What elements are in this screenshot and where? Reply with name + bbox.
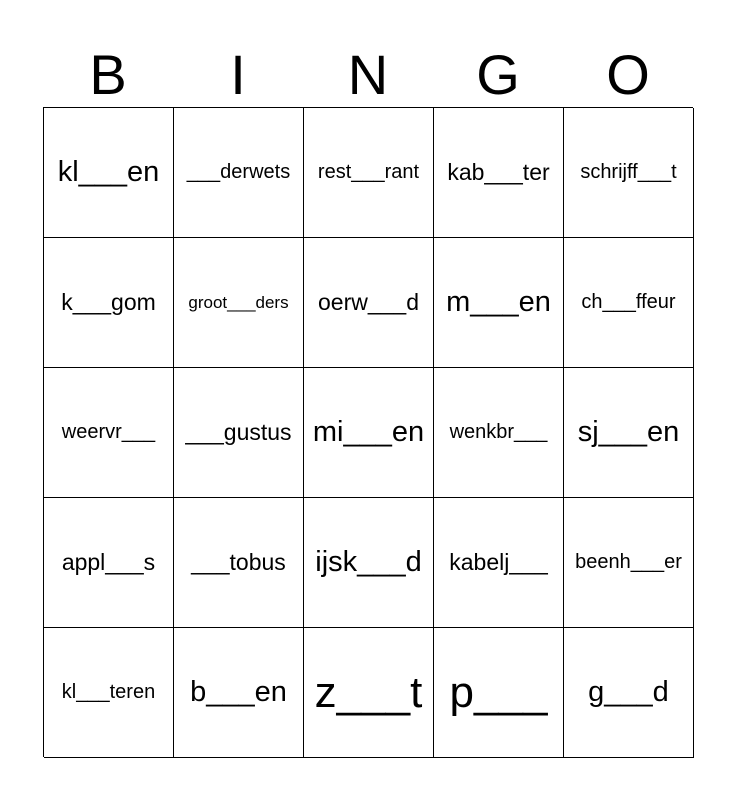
bingo-cell[interactable]: rest___rant — [304, 108, 434, 238]
bingo-cell[interactable]: ijsk___d — [304, 498, 434, 628]
bingo-cell[interactable]: g___d — [564, 628, 694, 758]
bingo-board — [43, 107, 693, 757]
bingo-cell[interactable]: ___tobus — [174, 498, 304, 628]
bingo-cell[interactable]: appl___s — [44, 498, 174, 628]
header-letter-i: I — [230, 43, 246, 106]
bingo-cell[interactable]: oerw___d — [304, 238, 434, 368]
bingo-cell[interactable]: p___ — [434, 628, 564, 758]
bingo-cell[interactable]: kab___ter — [434, 108, 564, 238]
header-letter-g: G — [476, 43, 520, 106]
bingo-cell[interactable]: beenh___er — [564, 498, 694, 628]
bingo-cell[interactable]: m___en — [434, 238, 564, 368]
bingo-cell[interactable]: kabelj___ — [434, 498, 564, 628]
bingo-cell[interactable]: z___t — [304, 628, 434, 758]
bingo-cell[interactable]: kl___teren — [44, 628, 174, 758]
bingo-cell[interactable]: schrijff___t — [564, 108, 694, 238]
bingo-cell[interactable]: mi___en — [304, 368, 434, 498]
bingo-cell[interactable]: weervr___ — [44, 368, 174, 498]
bingo-cell[interactable]: kl___en — [44, 108, 174, 238]
bingo-cell[interactable]: wenkbr___ — [434, 368, 564, 498]
bingo-cell[interactable]: ___derwets — [174, 108, 304, 238]
header-letter-b: B — [89, 43, 127, 106]
header-letter-n: N — [347, 43, 389, 106]
bingo-cell[interactable]: ___gustus — [174, 368, 304, 498]
bingo-cell[interactable]: sj___en — [564, 368, 694, 498]
bingo-cell[interactable]: k___gom — [44, 238, 174, 368]
bingo-cell[interactable]: groot___ders — [174, 238, 304, 368]
bingo-header — [43, 40, 693, 110]
bingo-cell[interactable]: b___en — [174, 628, 304, 758]
bingo-cell[interactable]: ch___ffeur — [564, 238, 694, 368]
header-letter-o: O — [606, 43, 650, 106]
